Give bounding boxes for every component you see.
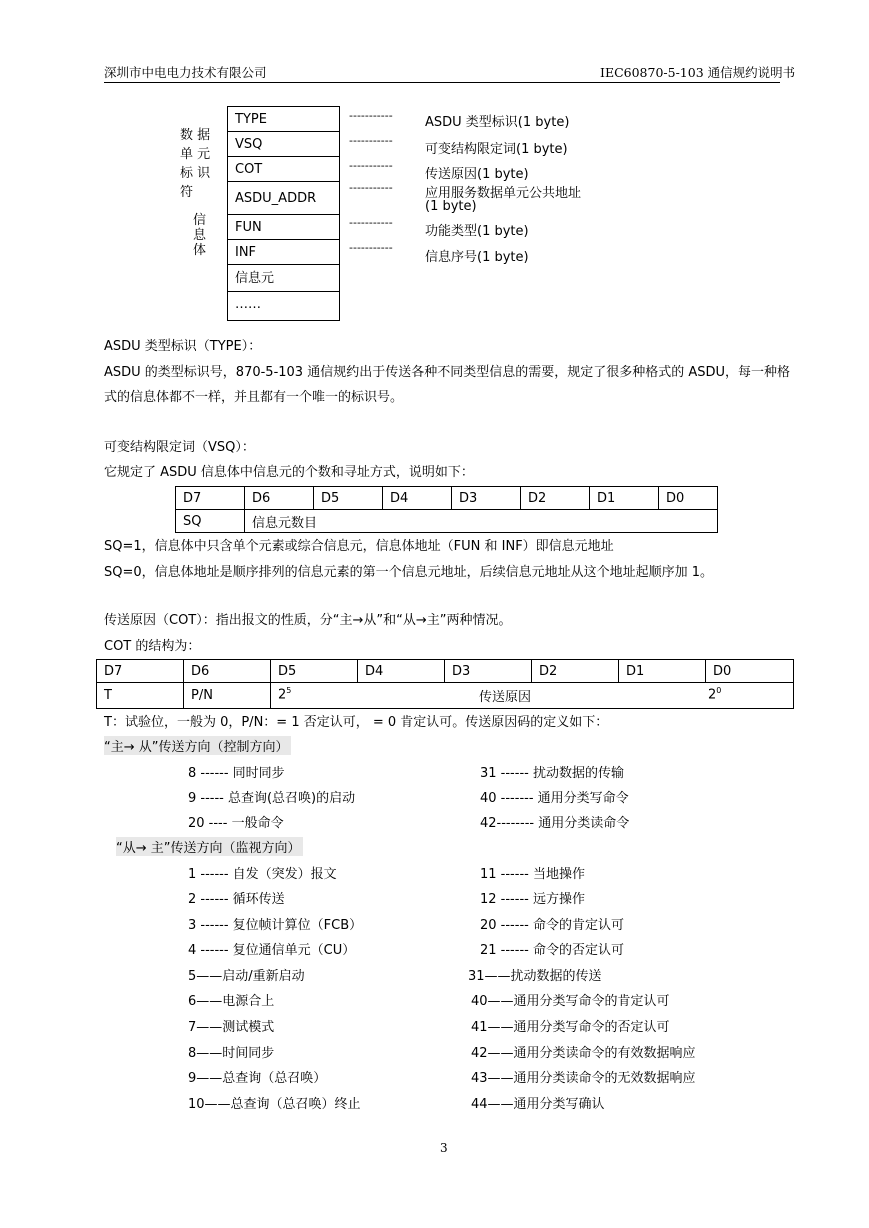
- list-item: 8——时间同步: [188, 1046, 275, 1061]
- list-item: 40——通用分类写命令的肯定认可: [471, 994, 670, 1009]
- bit-cell: D2: [521, 487, 590, 510]
- side-label-info-body: [193, 213, 206, 258]
- list-item: 10——总查询（总召唤）终止: [188, 1097, 361, 1112]
- list-item: 8 ------ 同时同步: [188, 766, 285, 781]
- cot-note: T：试验位，一般为 0，P/N：= 1 否定认可， = 0 肯定认可。传送原因码的定义如下：: [104, 715, 609, 730]
- bit-cell: D2: [532, 660, 619, 683]
- list-item: 4 ------ 复位通信单元（CU）: [188, 943, 356, 958]
- side-label-line: 标 识: [180, 166, 211, 181]
- vsq-heading: 可变结构限定词（VSQ）：: [104, 440, 255, 455]
- bit-cell: D0: [659, 487, 718, 510]
- list-item: 31 ------ 扰动数据的传输: [480, 766, 624, 781]
- list-item: 7——测试模式: [188, 1020, 275, 1035]
- cause-low-bit: [708, 686, 721, 702]
- side-label-line: 息: [193, 228, 207, 243]
- vsq-sq1-desc: SQ=1，信息体中只含单个元素或综合信息元，信息体地址（FUN 和 INF）即信息元地址: [104, 539, 614, 554]
- info-count-cell: 信息元数目: [245, 510, 718, 533]
- list-item: 20 ------ 命令的肯定认可: [480, 918, 624, 933]
- cot-bit-table: [96, 659, 794, 709]
- asdu-field-asdu-addr: ASDU_ADDR: [227, 181, 340, 215]
- table-row: [97, 683, 794, 709]
- cause-low-exponent: 0: [716, 686, 722, 695]
- asdu-desc-fun: 功能类型(1 byte): [425, 224, 529, 239]
- connector-dash: -----------: [349, 134, 393, 147]
- side-label-line: 单 元: [180, 147, 211, 162]
- master-to-slave-heading: “主→ 从”传送方向（控制方向）: [104, 736, 291, 755]
- asdu-desc-cot: 传送原因(1 byte): [425, 167, 529, 182]
- connector-dash: -----------: [349, 181, 393, 194]
- asdu-desc-asdu-addr-size: (1 byte): [425, 199, 477, 214]
- side-label-data-unit-id: [180, 126, 210, 202]
- connector-dash: -----------: [349, 241, 393, 254]
- cause-high-exponent: 5: [286, 686, 292, 695]
- bit-cell: D7: [97, 660, 184, 683]
- asdu-desc-asdu-addr: 应用服务数据单元公共地址: [425, 186, 582, 201]
- list-item: 1 ------ 自发（突发）报文: [188, 867, 337, 882]
- list-item: 44——通用分类写确认: [471, 1097, 605, 1112]
- cause-label: 传送原因: [479, 690, 532, 705]
- pn-bit-cell: P/N: [184, 683, 271, 709]
- list-item: 11 ------ 当地操作: [480, 867, 585, 882]
- asdu-desc-vsq: 可变结构限定词(1 byte): [425, 142, 568, 157]
- bit-cell: D5: [271, 660, 358, 683]
- header-document-title: IEC60870-5-103 通信规约说明书: [600, 65, 796, 80]
- cot-heading: 传送原因（COT）：指出报文的性质，分“主→从”和“从→主”两种情况。: [104, 613, 512, 628]
- table-row: [97, 660, 794, 683]
- list-item: 40 ------- 通用分类写命令: [480, 791, 629, 806]
- asdu-desc-inf: 信息序号(1 byte): [425, 250, 529, 265]
- connector-dash: -----------: [349, 216, 393, 229]
- cot-structure-label: COT 的结构为：: [104, 639, 201, 654]
- test-bit-cell: T: [97, 683, 184, 709]
- slave-to-master-heading: “从→ 主”传送方向（监视方向）: [116, 837, 303, 856]
- cause-high-bit: [278, 686, 291, 702]
- type-body-line-1: ASDU 的类型标识号，870-5-103 通信规约出于传送各种不同类型信息的需要，规定了很多种格式的 ASDU，每一种格: [104, 365, 791, 380]
- list-item: 42——通用分类读命令的有效数据响应: [471, 1046, 696, 1061]
- list-item: 43——通用分类读命令的无效数据响应: [471, 1071, 696, 1086]
- list-item: 3 ------ 复位帧计算位（FCB）: [188, 918, 363, 933]
- list-item: 31——扰动数据的传送: [468, 969, 602, 984]
- list-item: 12 ------ 远方操作: [480, 892, 585, 907]
- bit-cell: D3: [452, 487, 521, 510]
- type-heading: ASDU 类型标识（TYPE）：: [104, 339, 262, 354]
- list-item: 9——总查询（总召唤）: [188, 1071, 327, 1086]
- cause-low-base: 2: [708, 687, 717, 703]
- side-label-line: 数 据: [180, 128, 211, 143]
- bit-cell: D3: [445, 660, 532, 683]
- bit-cell: D6: [184, 660, 271, 683]
- asdu-field-ellipsis: ……: [227, 291, 340, 321]
- header-company: 深圳市中电电力技术有限公司: [104, 65, 267, 80]
- list-item: 6——电源合上: [188, 994, 275, 1009]
- page-number: 3: [440, 1141, 448, 1155]
- vsq-bit-table: [175, 486, 718, 533]
- asdu-field-inf: INF: [227, 239, 340, 265]
- bit-cell: D1: [619, 660, 706, 683]
- type-body-line-2: 式的信息体都不一样，并且都有一个唯一的标识号。: [104, 390, 404, 405]
- bit-cell: D0: [706, 660, 794, 683]
- side-label-line: 体: [193, 243, 207, 258]
- bit-cell: D7: [176, 487, 245, 510]
- cause-field-cell: [271, 683, 794, 709]
- asdu-field-info-element: 信息元: [227, 264, 340, 292]
- table-row: [176, 510, 718, 533]
- asdu-field-fun: FUN: [227, 214, 340, 240]
- side-label-line: 信: [193, 213, 207, 228]
- cause-high-base: 2: [278, 687, 287, 703]
- table-row: [176, 487, 718, 510]
- connector-dash: -----------: [349, 109, 393, 122]
- asdu-field-cot: COT: [227, 156, 340, 182]
- bit-cell: D4: [358, 660, 445, 683]
- bit-cell: D5: [314, 487, 383, 510]
- header-rule: [104, 82, 780, 83]
- side-label-line: 符: [180, 185, 194, 200]
- connector-dash: -----------: [349, 159, 393, 172]
- list-item: 2 ------ 循环传送: [188, 892, 285, 907]
- asdu-field-vsq: VSQ: [227, 131, 340, 157]
- bit-cell: D1: [590, 487, 659, 510]
- list-item: 21 ------ 命令的否定认可: [480, 943, 624, 958]
- list-item: 20 ---- 一般命令: [188, 816, 284, 831]
- vsq-intro: 它规定了 ASDU 信息体中信息元的个数和寻址方式，说明如下：: [104, 465, 474, 480]
- list-item: 42-------- 通用分类读命令: [480, 816, 630, 831]
- asdu-field-type: TYPE: [227, 106, 340, 132]
- asdu-desc-type: ASDU 类型标识(1 byte): [425, 115, 570, 130]
- vsq-sq0-desc: SQ=0，信息体地址是顺序排列的信息元素的第一个信息元地址，后续信息元地址从这个地址起顺序加 1。: [104, 565, 714, 580]
- list-item: 9 ----- 总查询(总召唤)的启动: [188, 791, 356, 806]
- list-item: 41——通用分类写命令的否定认可: [471, 1020, 670, 1035]
- list-item: 5——启动/重新启动: [188, 969, 305, 984]
- bit-cell: D4: [383, 487, 452, 510]
- bit-cell: D6: [245, 487, 314, 510]
- sq-cell: SQ: [176, 510, 245, 533]
